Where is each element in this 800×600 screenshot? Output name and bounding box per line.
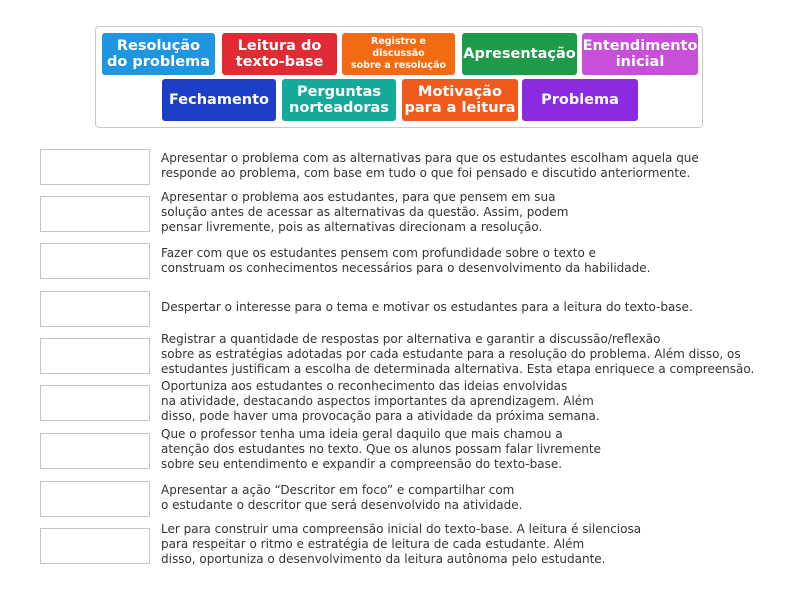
description-text: Fazer com que os estudantes pensem com profundidade sobre o texto e construam os conhecimentos necessários para o desenvolvimento da habilidade.	[161, 246, 651, 275]
drop-slot[interactable]	[40, 385, 150, 421]
answer-bank	[95, 26, 703, 128]
tile-problema[interactable]: Problema	[522, 79, 638, 121]
drop-slot[interactable]	[40, 243, 150, 279]
drop-slot[interactable]	[40, 196, 150, 232]
tile-motivacao-para-a-leitura[interactable]: Motivação para a leitura	[402, 79, 518, 121]
description-text: Registrar a quantidade de respostas por alternativa e garantir a discussão/reflexão sobre as estratégias adotadas por cada estudante para a resolução do problema. Além disso, os estudantes justificam a escolha de determinada alternativa. Esta etapa enriquece a compreensão.	[161, 332, 755, 376]
description-text: Apresentar o problema aos estudantes, para que pensem em sua solução antes de acessar as alternativas da questão. Assim, podem pensar livremente, pois as alternativas direcionam a resolução.	[161, 190, 569, 234]
drop-slot[interactable]	[40, 433, 150, 469]
description-text: Despertar o interesse para o tema e motivar os estudantes para a leitura do texto-base.	[161, 300, 693, 314]
tile-fechamento[interactable]: Fechamento	[162, 79, 276, 121]
tile-entendimento-inicial[interactable]: Entendimento inicial	[582, 33, 698, 75]
description-text: Apresentar o problema com as alternativas para que os estudantes escolham aquela que responde ao problema, com base em tudo o que foi pensado e discutido anteriormente.	[161, 151, 699, 180]
drop-slot[interactable]	[40, 481, 150, 517]
tile-registro-e-discussao[interactable]: Registro e discussão sobre a resolução	[342, 33, 455, 75]
description-text: Que o professor tenha uma ideia geral daquilo que mais chamou a atenção dos estudantes no texto. Que os alunos possam falar livremente sobre seu entendimento e expandir a compreensão do texto-base.	[161, 427, 601, 471]
drop-slot[interactable]	[40, 149, 150, 185]
drop-slot[interactable]	[40, 291, 150, 327]
description-text: Ler para construir uma compreensão inicial do texto-base. A leitura é silenciosa para respeitar o ritmo e estratégia de leitura de cada estudante. Além disso, oportuniza o desenvolvimento da leitura autônoma pelo estudante.	[161, 522, 642, 566]
description-text: Oportuniza aos estudantes o reconhecimento das ideias envolvidas na atividade, destacando aspectos importantes da aprendizagem. Além disso, pode haver uma provocação para a atividade da próxima semana.	[161, 379, 600, 423]
drop-slot[interactable]	[40, 338, 150, 374]
tile-perguntas-norteadoras[interactable]: Perguntas norteadoras	[282, 79, 396, 121]
tile-resolucao-do-problema[interactable]: Resolução do problema	[102, 33, 215, 75]
drop-slot[interactable]	[40, 528, 150, 564]
tile-apresentacao[interactable]: Apresentação	[462, 33, 577, 75]
tile-leitura-do-texto-base[interactable]: Leitura do texto-base	[222, 33, 337, 75]
description-text: Apresentar a ação “Descritor em foco” e compartilhar com o estudante o descritor que será desenvolvido na atividade.	[161, 483, 523, 512]
